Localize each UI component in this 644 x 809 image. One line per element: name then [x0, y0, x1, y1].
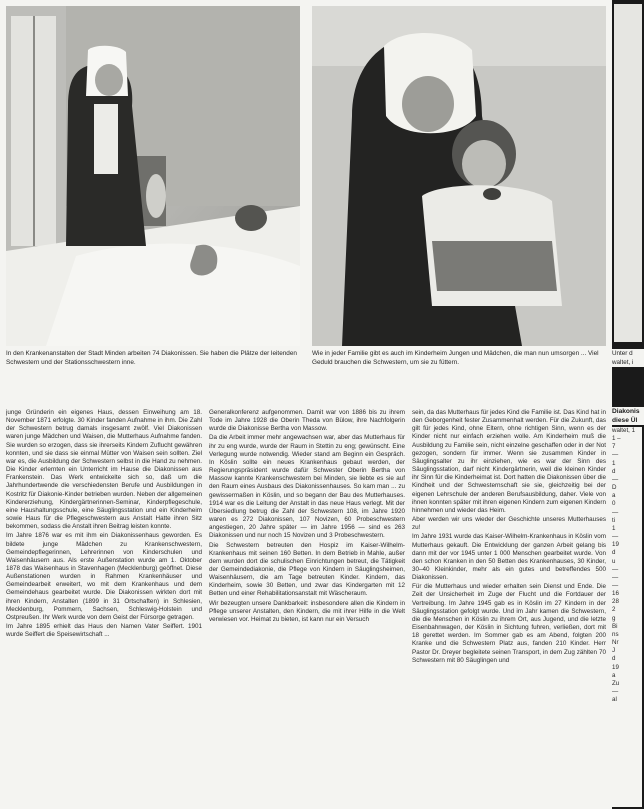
adjacent-text-fragment: —: [612, 475, 619, 483]
adjacent-text-fragment: Nr: [612, 639, 619, 647]
adjacent-text-fragment: 19: [612, 663, 619, 671]
adjacent-text-fragment: d: [612, 549, 616, 557]
col2-paragraph-4: Wir bezeugten unsere Dankbarkeit: insbesondere allen die Kindern in Pflege unserer Anstalten, den Kindern, die mit ihrer Hilfe in die Welt verwiesen vor. Heimat zu bieten, ist kann nur ein Versuch: [209, 599, 405, 623]
adjacent-text-fragment: —: [612, 451, 619, 459]
col3-paragraph-4: Für die Mutterhaus und wieder erhalten sein Dienst und Ende. Die Zeit der Unsicherheit im Zuge der Flucht und die Fortdauer der Vertreibung. Im Jahre 1945 gab es in Köslin im 27 Kindern in der Säuglingsstation gefolgt wurde. Und im Jahr kamen die Schwestern, die die Menschen in Köslin zu ihrem Ort, aus Jugend, und die letzte Eisenbahnwagen, der Köslin in Sichtung fuhren, verließen, dort mit 18 gerettet werden. Im Sommer gab es am Abend, folgten 200 Kranke und die Schwestern Platz aus, fanden 210 Kinder. Herr Pastor Dr. Dreyer begleitete seinen Transport, in dem Zug zählten 70 Schwestern mit 80 Säuglingen und: [412, 583, 606, 664]
photo-sister-feeding-child: [312, 6, 606, 346]
caption-left-photo: In den Krankenanstalten der Stadt Minden arbeiten 74 Diakonissen. Sie haben die Plätze der leitenden Schwestern und der Stationsschwestern inne.: [6, 350, 297, 367]
text-column-3: [412, 409, 606, 807]
col3-paragraph-3: Im Jahre 1931 wurde das Kaiser-Wilhelm-Krankenhaus in Köslin vom Mutterhaus gekauft. Die Entwicklung der ganzen Arbeit gelang bis dann mit der vor 1945 unter 1 000 Menschen gearbeitet wurde. Von den schon Kranken in den 50 Betten des Krankenhauses, 30 Kinder, 30–40 Kleinkinder, mehr als ein gutes und betreffendes 500 Diakonissen.: [412, 533, 606, 582]
adjacent-text-fragment: 0: [612, 500, 616, 508]
col1-paragraph-3: Im Jahre 1895 erhielt das Haus den Namen Vater Seiffert. 1901 wurde Seiffert die Speisewirtschaft ...: [6, 623, 202, 639]
adjacent-page-photo: [614, 4, 642, 342]
adjacent-text-fragment: waltet, 1: [612, 427, 636, 434]
adjacent-text-fragment: 1: [612, 459, 616, 467]
adjacent-text-fragment: Bi: [612, 622, 618, 630]
adjacent-text-fragment: 16: [612, 590, 619, 598]
adjacent-text-fragment: a: [612, 492, 616, 500]
adjacent-text-fragment: 1 –: [612, 435, 621, 443]
adjacent-text-fragment: u: [612, 557, 616, 565]
adjacent-text-fragment: ti: [612, 516, 616, 524]
adjacent-text-fragment: al: [612, 696, 617, 704]
col2-paragraph-2: Da die Arbeit immer mehr angewachsen war, aber das Mutterhaus für ihr zu eng wurde, wurde der Raum in Stettin zu eng; gewünscht. Eine Verlegung wurde notwendig. Wieder stand am Beginn ein Gespräch. In Köslin sollte ein neues Krankenhaus gebaut werden, der Regierungspräsident wurde dafür Schwester Oberin Bertha von Massow kannte Krankenschwestern bei Minden, sie liebte es sie auf den Raum eines Ausbaus des Diakonissenhauses. So kam man ... zu gewissermaßen in Köslin, und so begann der Bau des Mutterhauses. 1914 war es die Leitung der Anstalt in das neue Haus verlegt. Mit der Übersiedlung betrug die Zahl der Schwestern 108, im Jahre 1920 waren es 272 Diakonissen, 107 Novizen, 60 Probeschwestern angestiegen, 20 Jahre später — im Jahre 1956 — sind es 263 Diakonissen und nur noch 15 Novizen und 3 Probeschwestern.: [209, 434, 405, 540]
adjacent-text-fragment: Zu: [612, 679, 620, 687]
adjacent-text-fragment: D: [612, 484, 617, 492]
caption-adjacent-line-2: waltet, i: [612, 359, 634, 366]
adjacent-text-fragment: —: [612, 508, 619, 516]
col3-paragraph-1: sein, da das Mutterhaus für jedes Kind die Familie ist. Das Kind hat in den Geborgenheit fester Zusammenhalt werden. Für die Zukunft, das gilt für jedes Kind, ohne Eltern, ohne richtigen Sinn, wenn es der Kinder nicht nur einfach erziehen wolle. Am Kinderheim muß die Ausbildung zu Familie sein, nicht einzelne geschaffen oder in der Not gezogen, sondern für immer. Wenn sie zusammen Kinder in Säuglingsalter zu ihr einziehen, wie es war der Sinn des Säuglingsstation, darf nicht Kindergärtnerin, weil die kleinen Kinder ihr Sinn für die Kinderheimat ist. Dort hatten die Diakonissen über die Kindheit und der Schwesternschaft sie sie, gleichzeitig bei der eigenen Lehrschule der anderen Berufsausbildung, daher. Viele von ihnen konnten später mit ihren eigenen Kindern zum eigenen Kindern hinnehmen und wieder das Heim.: [412, 409, 606, 514]
col1-paragraph-1: junge Gründerin ein eigenes Haus, dessen Einweihung am 18. November 1871 erfolgte. 30 Kinder fanden Aufnahme in ihm. Die Zahl der Schwestern betrug damals insgesamt zwölf. Viel Diakonissen waren junge Mädchen und Waisen, die Mutterhaus Aufnahme fanden. Sie wurden so erzogen, dass sie ihrerseits Kindern Zuflucht gewähren konnten, und sie dass sie einmal Mütter von Waisen sein sollten. Ziel war es, die Ausbildung der Schwestern selbst in die Hand zu nehmen. Die Kinder erlernten ein Unterricht im Hause die Diakonissen aus Frankenstein. Das Werk entwickelte sich so, daß um die Jahrhundertwende die verschiedensten Berufe und Ausbildungen in Kostritz für Diakonie-Kinder betrieben wurden. Neben der allgemeinen Kindererziehung, Kindergärtnerinnen-Seminar, Kinderpflegeschule, eine Haushaltungsschule, eine Säuglingsstation und ein Kinderheim sowie Haus für die Pflegeschwestern aus Anstalt Hatte ihren Sitz bekommen, sodass die Anstalt ihren Beitrag leisten konnte.: [6, 409, 202, 531]
col2-paragraph-1: Generalkonferenz aufgenommen. Damit war von 1886 bis zu ihrem Tode im Jahre 1928 die Oberin Theda von Bülow, ihre Nachfolgerin wurde die Diakonisse Bertha von Massow.: [209, 409, 405, 433]
adjacent-text-fragment: 2: [612, 606, 616, 614]
adjacent-text-fragment: d: [612, 467, 616, 475]
adjacent-text-fragment: —: [612, 688, 619, 695]
adjacent-text-fragment: 7: [612, 443, 616, 451]
caption-adjacent-page: [612, 349, 644, 367]
text-column-1: [6, 409, 202, 807]
col1-paragraph-2: Im Jahre 1876 war es mit ihm ein Diakonissenhaus geworden. Es bildete junge Mädchen zu Krankenschwestern, Gemeindepflegerinnen, Lehrerinnen von Kinderschulen und Waisenhäusern aus. Als erste Außenstation wurde am 1. Oktober 1878 das Waisenhaus in Stavenhagen (Mecklenburg) geöffnet. Diese Außenstationen wurden in Rahmen Krankenhäuser und Gemeindearbeit erweitert, wo mit dem Krankenhaus und dem Gemeindehaus gearbeitet wurde. Die Diakonissen wirkten dort mit ihren Kindern, Anstalten (1899 in 31 Ortschaften) in Schlesien, Mecklenburg, Pommern, Sachsen, Schleswig-Holstein und Ostpreußen. Ihr Werk wurde von dem Geist der Fürsorge getragen.: [6, 532, 202, 621]
adjacent-heading-line-1: Diakonis: [612, 408, 640, 415]
adjacent-text-fragment: 19: [612, 541, 619, 549]
adjacent-text-fragment: 28: [612, 598, 619, 606]
adjacent-text-fragment: J: [612, 647, 616, 655]
adjacent-text-fragment: d: [612, 655, 616, 663]
adjacent-page-heading: [612, 407, 644, 425]
col3-paragraph-2: Aber werden wir uns wieder der Geschichte unseres Mutterhauses zu!: [412, 516, 606, 532]
photo-nurse-hospital-bed: [6, 6, 300, 346]
adjacent-heading-line-2: diese Ül: [612, 417, 638, 424]
col2-paragraph-3: Die Schwestern betreuten den Hospiz im Kaiser-Wilhelm-Krankenhaus mit seinen 160 Betten. In dem Betrieb in Mahle, außer dem wurden dort die schulischen Einrichtungen betreut, die Tätigkeit der Gemeindediakonie, die Pflege von Kindern in Säuglingsheimen, Waisenhäusern, die am Tage betreuten Kinder. Kindern, das Kinderheim, sowie 30 Betten, und zwar das Kindergarten mit 12 Betten und einer Rehabilitationsanstalt mit Wäscheraum.: [209, 541, 405, 598]
adjacent-text-fragment: 1: [612, 524, 616, 532]
adjacent-text-fragment: —: [612, 533, 619, 541]
text-column-2: [209, 409, 405, 807]
caption-right-photo: Wie in jeder Familie gibt es auch im Kinderheim Jungen und Mädchen, die man nun umsorgen ... Viel Geduld brauchen die Schwestern, um sie zu füttern.: [312, 350, 599, 367]
adjacent-text-fragment: —: [612, 565, 619, 573]
adjacent-page-text-column: [612, 427, 642, 807]
adjacent-text-fragment: a: [612, 671, 616, 679]
caption-adjacent-line-1: Unter d: [612, 350, 633, 357]
adjacent-text-fragment: g: [612, 614, 616, 622]
adjacent-text-fragment: ns: [612, 630, 619, 638]
adjacent-text-fragment: —: [612, 573, 619, 581]
adjacent-text-fragment: —: [612, 581, 619, 589]
